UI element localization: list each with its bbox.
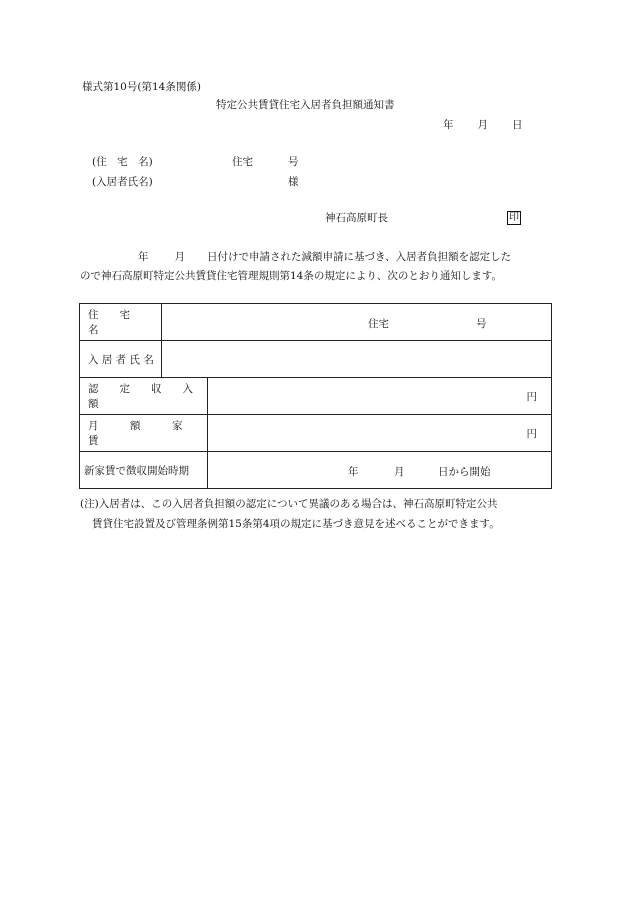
row-value-start <box>208 452 552 489</box>
start-year: 年 <box>348 466 359 478</box>
row-unit-rent: 円 <box>208 415 552 452</box>
body-year: 年 <box>138 251 149 263</box>
note-line-1: (注)入居者は、この入居者負担額の認定について異議のある場合は、神石高原町特定公共 <box>80 498 498 510</box>
resident-name-label: (入居者氏名) <box>92 176 153 188</box>
body-month: 月 <box>174 251 185 263</box>
table-row <box>80 415 552 452</box>
table-row <box>80 378 552 415</box>
start-month: 月 <box>394 466 405 478</box>
row-value-house <box>162 304 552 341</box>
row-number-text: 号 <box>476 318 487 330</box>
table-row <box>80 452 552 489</box>
table-row <box>80 304 552 341</box>
date-line <box>443 120 523 131</box>
body-paragraph <box>80 248 560 286</box>
house-name-label: (住 宅 名) <box>92 156 153 168</box>
form-number: 様式第10号(第14条関係) <box>82 81 201 93</box>
row-label-resident: 入 居 者 氏 名 <box>80 341 162 378</box>
issuer-name: 神石高原町長 <box>325 212 388 224</box>
date-day: 日 <box>512 119 523 131</box>
row-label-income: 認 定 収 入 額 <box>80 378 208 415</box>
start-day-text: 日から開始 <box>438 466 491 478</box>
row-value-resident <box>162 341 552 378</box>
honorific: 様 <box>288 176 299 188</box>
house-value: 住宅 <box>232 156 253 168</box>
row-label-start: 新家賃で徴収開始時期 <box>80 452 208 489</box>
table-row <box>80 341 552 378</box>
document-title: 特定公共賃貸住宅入居者負担額通知書 <box>216 99 395 111</box>
body-line-1-rest: 日付けで申請された減額申請に基づき、入居者負担額を認定した <box>207 251 512 263</box>
row-house-text: 住宅 <box>368 318 389 330</box>
body-line-2: ので神石高原町特定公共賃貸住宅管理規則第14条の規定により、次のとおり通知します。 <box>80 270 503 282</box>
note <box>80 494 500 534</box>
info-table <box>79 303 552 489</box>
date-month: 月 <box>477 119 488 131</box>
seal-text: 印 <box>509 212 519 223</box>
note-line-2: 賃貸住宅設置及び管理条例第15条第4項の規定に基づき意見を述べることができます。 <box>92 518 500 530</box>
seal-mark <box>507 211 521 225</box>
row-label-house: 住 宅 名 <box>80 304 162 341</box>
number-label: 号 <box>288 156 299 168</box>
row-label-rent: 月 額 家 賃 <box>80 415 208 452</box>
body-line-1 <box>80 248 560 267</box>
date-year: 年 <box>443 119 454 131</box>
row-unit-income: 円 <box>208 378 552 415</box>
